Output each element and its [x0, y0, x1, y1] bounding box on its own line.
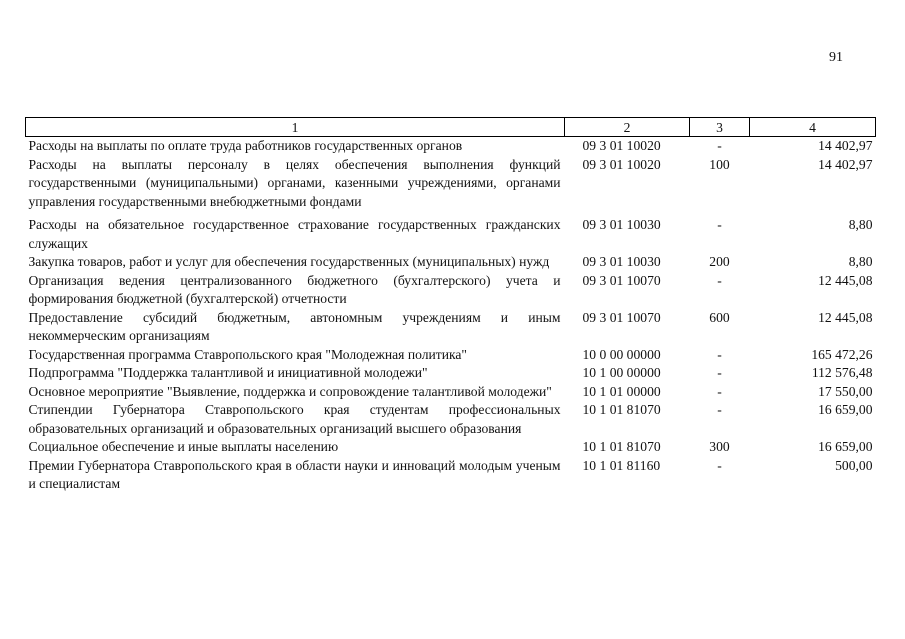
header-col-2: 2 — [565, 118, 690, 137]
table-row — [26, 156, 876, 217]
expense-type: - — [717, 383, 722, 399]
target-code: 09 3 01 10070 — [582, 309, 661, 325]
expense-name: Предоставление субсидий бюджетным, автономным учреждениям и иным некоммерческим организациям — [28, 309, 561, 343]
expense-type: - — [717, 457, 722, 473]
expense-name: Подпрограмма "Поддержка талантливой и инициативной молодежи" — [28, 365, 428, 380]
table-row — [26, 272, 876, 309]
target-code: 10 1 00 00000 — [582, 365, 661, 380]
expense-name: Стипендии Губернатора Ставропольского края студентам профессиональных образовательных организаций и образовательных организаций высшего образования — [28, 402, 561, 436]
amount: 16 659,00 — [818, 439, 873, 454]
budget-table — [25, 117, 876, 494]
table-row — [26, 457, 876, 494]
expense-name: Расходы на выплаты по оплате труда работников государственных органов — [28, 138, 463, 153]
amount: 17 550,00 — [818, 383, 873, 399]
table-row — [26, 346, 876, 365]
target-code: 10 1 01 81070 — [582, 402, 661, 417]
expense-name: Государственная программа Ставропольского края "Молодежная политика" — [28, 346, 467, 362]
target-code: 09 3 01 10030 — [582, 217, 661, 232]
table-row — [26, 253, 876, 272]
table-row — [26, 309, 876, 346]
amount: 165 472,26 — [811, 346, 873, 362]
target-code: 09 3 01 10020 — [582, 156, 661, 172]
amount: 14 402,97 — [818, 138, 873, 153]
expense-type: - — [717, 138, 722, 153]
header-col-4: 4 — [750, 118, 876, 137]
expense-type: 100 — [709, 156, 730, 172]
table-row — [26, 364, 876, 383]
table-row — [26, 438, 876, 457]
amount: 112 576,48 — [811, 365, 873, 380]
expense-type: 600 — [709, 309, 730, 325]
table-header-row — [26, 118, 876, 137]
target-code: 10 1 01 00000 — [582, 383, 661, 399]
header-col-1: 1 — [26, 118, 565, 137]
target-code: 09 3 01 10020 — [582, 138, 661, 153]
expense-type: 200 — [709, 254, 730, 269]
amount: 12 445,08 — [818, 309, 873, 325]
table-row — [26, 216, 876, 253]
expense-name: Социальное обеспечение и иные выплаты населению — [28, 439, 339, 454]
table-row — [26, 401, 876, 438]
amount: 500,00 — [835, 457, 873, 473]
amount: 12 445,08 — [818, 272, 873, 288]
amount: 14 402,97 — [818, 156, 873, 172]
expense-type: - — [717, 272, 722, 288]
page-number: 91 — [829, 50, 843, 65]
expense-type: - — [717, 346, 722, 362]
expense-name: Премии Губернатора Ставропольского края в области науки и инноваций молодым ученым и специалистам — [28, 457, 561, 491]
expense-type: 300 — [709, 439, 730, 454]
expense-name: Основное мероприятие "Выявление, поддержка и сопровождение талантливой молодежи" — [28, 383, 552, 399]
header-col-3: 3 — [690, 118, 750, 137]
target-code: 10 1 01 81160 — [582, 457, 661, 473]
expense-name: Закупка товаров, работ и услуг для обеспечения государственных (муниципальных) нужд — [28, 254, 550, 269]
expense-name: Расходы на обязательное государственное страхование государственных гражданских служащих — [28, 217, 561, 251]
expense-type: - — [717, 402, 722, 417]
table-row — [26, 137, 876, 156]
expense-name: Организация ведения централизованного бюджетного (бухгалтерского) учета и формирования бюджетной (бухгалтерской) отчетности — [28, 272, 561, 306]
expense-type: - — [717, 365, 722, 380]
expense-type: - — [717, 217, 722, 232]
expense-name: Расходы на выплаты персоналу в целях обеспечения выполнения функций государственными (муниципальными) органами, казенными учреждениями, органами управления государственными внебюджетными фондами — [28, 156, 561, 209]
target-code: 09 3 01 10030 — [582, 254, 661, 269]
target-code: 10 0 00 00000 — [582, 346, 661, 362]
target-code: 09 3 01 10070 — [582, 272, 661, 288]
target-code: 10 1 01 81070 — [582, 439, 661, 454]
amount: 16 659,00 — [818, 402, 873, 417]
table-row — [26, 383, 876, 402]
amount: 8,80 — [848, 217, 873, 232]
amount: 8,80 — [848, 254, 873, 269]
